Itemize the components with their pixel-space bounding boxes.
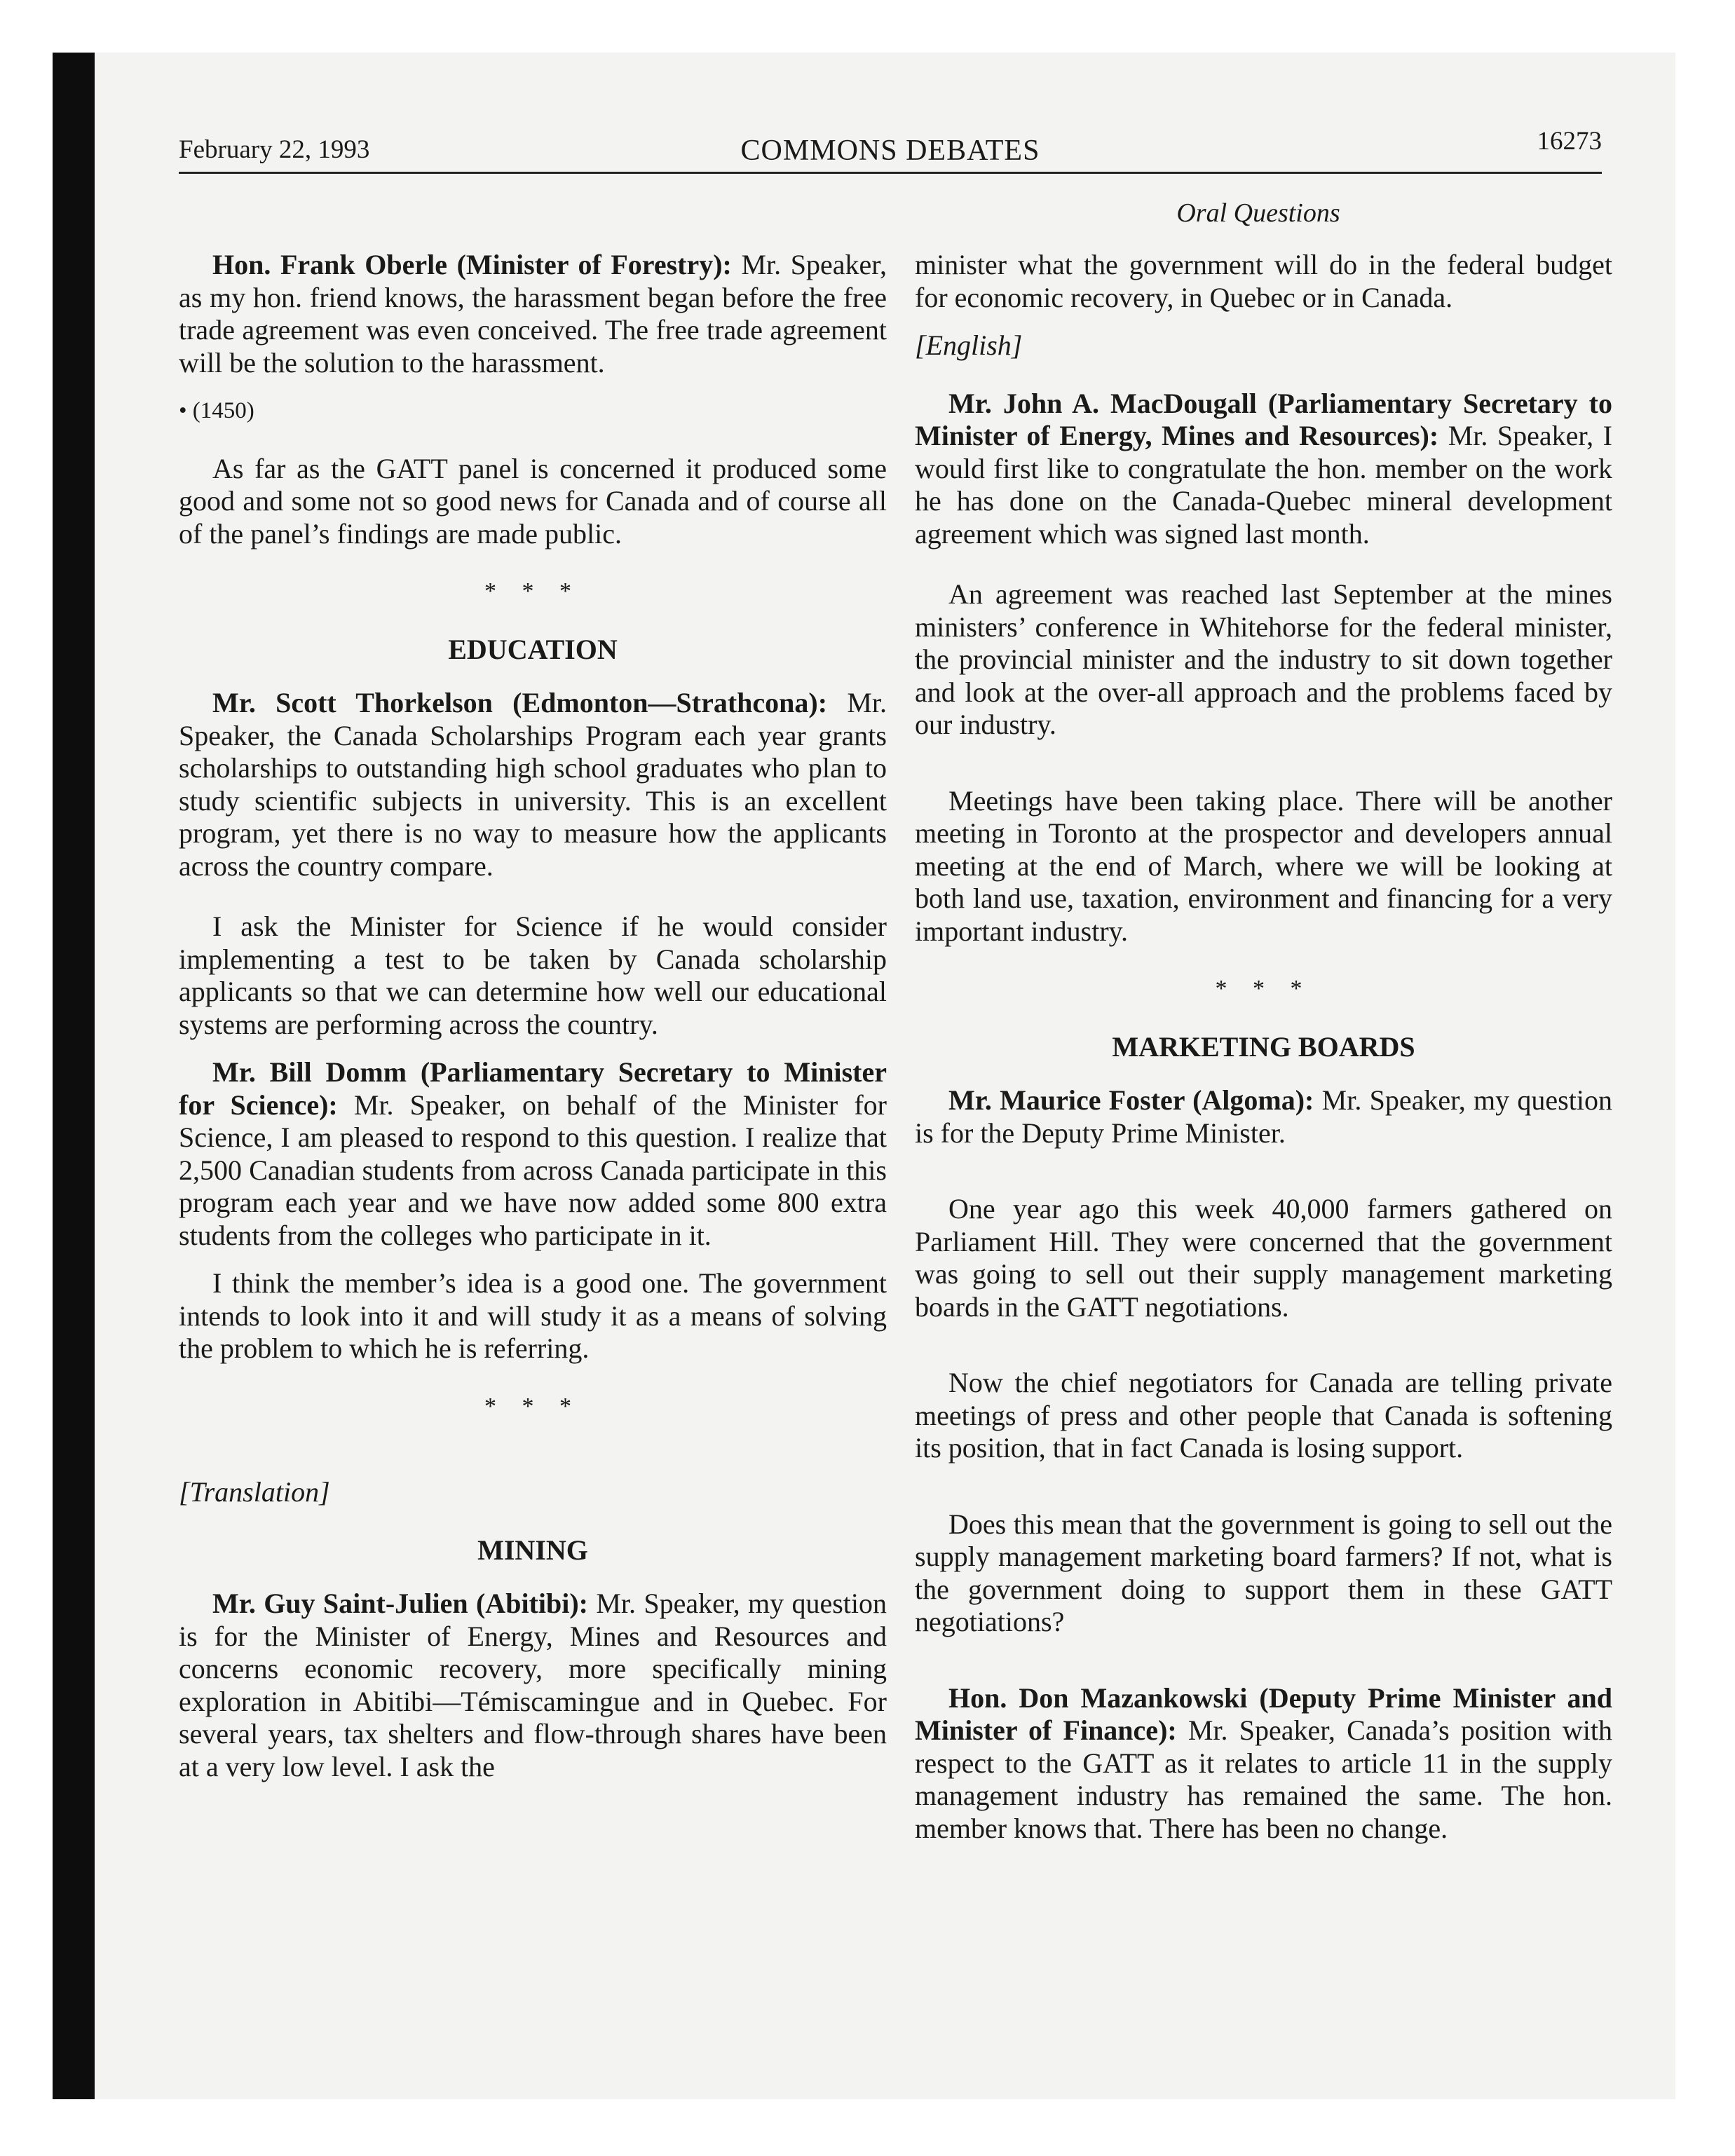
english-label: [English]	[915, 329, 1023, 361]
section-label: Oral Questions	[1176, 198, 1340, 228]
speaker-name: Mr. Scott Thorkelson (Edmonton—Strathcona):	[212, 687, 828, 718]
speaker-name: Mr. Guy Saint-Julien (Abitibi):	[212, 1588, 588, 1619]
heading-education: EDUCATION	[448, 633, 618, 665]
section-separator: * * *	[1215, 976, 1312, 1002]
paragraph: Meetings have been taking place. There will be another meeting in Toronto at the prospector and developers annual meeting at the end of March, where we will be looking at both land use, taxation, environment and financing for a very important industry.	[915, 784, 1612, 947]
left-column	[179, 249, 887, 1799]
paragraph: An agreement was reached last September at the mines ministers’ conference in Whitehorse for the federal minister, the provincial minister and the industry to sit down together and look at the over-all approach and the problems faced by our industry.	[915, 578, 1612, 740]
heading-marketing-boards: MARKETING BOARDS	[1112, 1030, 1415, 1063]
speech-text: Mr. Speaker, my question is for the Minister of Energy, Mines and Resources and concerns economic recovery, more specifically mining exploration in Abitibi—Témiscamingue and in Quebec. For several years, tax shelters and flow-through shares have been at a very low level. I ask the	[179, 1588, 887, 1782]
paragraph	[915, 1682, 1612, 1845]
speaker-name: Hon. Frank Oberle (Minister of Forestry):	[212, 249, 732, 280]
speaker-name: Mr. Bill Domm (Parliamentary Secretary to Minister for Science):	[179, 1056, 887, 1121]
paragraph: I ask the Minister for Science if he would consider implementing a test to be taken by Canada scholarship applicants so that we can determine how well our educational systems are performing across the country.	[179, 910, 887, 1040]
paragraph	[179, 1588, 887, 1783]
paragraph: Does this mean that the government is going to sell out the supply management marketing board farmers? If not, what is the government doing to support them in these GATT negotiations?	[915, 1508, 1612, 1637]
paragraph	[915, 1084, 1612, 1149]
header-title: COMMONS DEBATES	[740, 135, 1040, 167]
page-number: 16273	[1537, 127, 1602, 156]
section-separator: * * *	[484, 1393, 581, 1419]
paragraph	[179, 1056, 887, 1252]
speech-text: Mr. Speaker, the Canada Scholarships Program each year grants scholarships to outstanding high school graduates who plan to study scientific subjects in university. This is an excellent program, yet there is no way to measure how the applicants across the country compare.	[179, 687, 887, 882]
paragraph	[179, 249, 887, 379]
translation-label: [Translation]	[179, 1476, 330, 1508]
speaker-name: Mr. Maurice Foster (Algoma):	[948, 1084, 1314, 1116]
speech-text: Mr. Speaker, Canada’s position with respect to the GATT as it relates to article 11 in the supply management industry has remained the same. The hon. member knows that. There has been no change.	[915, 1714, 1613, 1844]
speech-text: Mr. Speaker, as my hon. friend knows, the harassment began before the free trade agreement was even conceived. The free trade agreement will be the solution to the harassment.	[179, 249, 887, 378]
paragraph: As far as the GATT panel is concerned it produced some good and some not so good news for Canada and of course all of the panel’s findings are made public.	[179, 452, 887, 550]
paragraph: minister what the government will do in the federal budget for economic recovery, in Quebec or in Canada.	[915, 249, 1612, 313]
speaker-name: Hon. Don Mazankowski (Deputy Prime Minister and Minister of Finance):	[915, 1681, 1612, 1746]
heading-mining: MINING	[477, 1534, 588, 1566]
time-marker: • (1450)	[179, 398, 254, 423]
paragraph: Now the chief negotiators for Canada are telling private meetings of press and other people that Canada is softening its position, that in fact Canada is losing support.	[915, 1367, 1612, 1464]
paragraph: One year ago this week 40,000 farmers gathered on Parliament Hill. They were concerned that the government was going to sell out their supply management marketing boards in the GATT negotiations.	[915, 1193, 1612, 1323]
page-header	[179, 116, 1602, 174]
speech-text: Mr. Speaker, I would first like to congratulate the hon. member on the work he has done on the Canada-Quebec mineral development agreement which was signed last month.	[915, 420, 1612, 550]
paragraph	[915, 388, 1612, 551]
paragraph: I think the member’s idea is a good one. The government intends to look into it and will study it as a means of solving the problem to which he is referring.	[179, 1267, 887, 1364]
header-date: February 22, 1993	[179, 135, 370, 164]
binding-edge	[53, 53, 95, 2099]
section-separator: * * *	[484, 578, 581, 604]
speech-text: Mr. Speaker, on behalf of the Minister for Science, I am pleased to respond to this question. I realize that 2,500 Canadian students from across Canada participate in this program each year and we have now added some 800 extra students from the colleges who participate in it.	[179, 1089, 887, 1251]
right-column	[915, 249, 1612, 1860]
paragraph	[179, 687, 887, 882]
speech-text: Mr. Speaker, my question is for the Deputy Prime Minister.	[915, 1084, 1612, 1149]
speaker-name: Mr. John A. MacDougall (Parliamentary Secretary to Minister of Energy, Mines and Resources):	[915, 387, 1612, 451]
